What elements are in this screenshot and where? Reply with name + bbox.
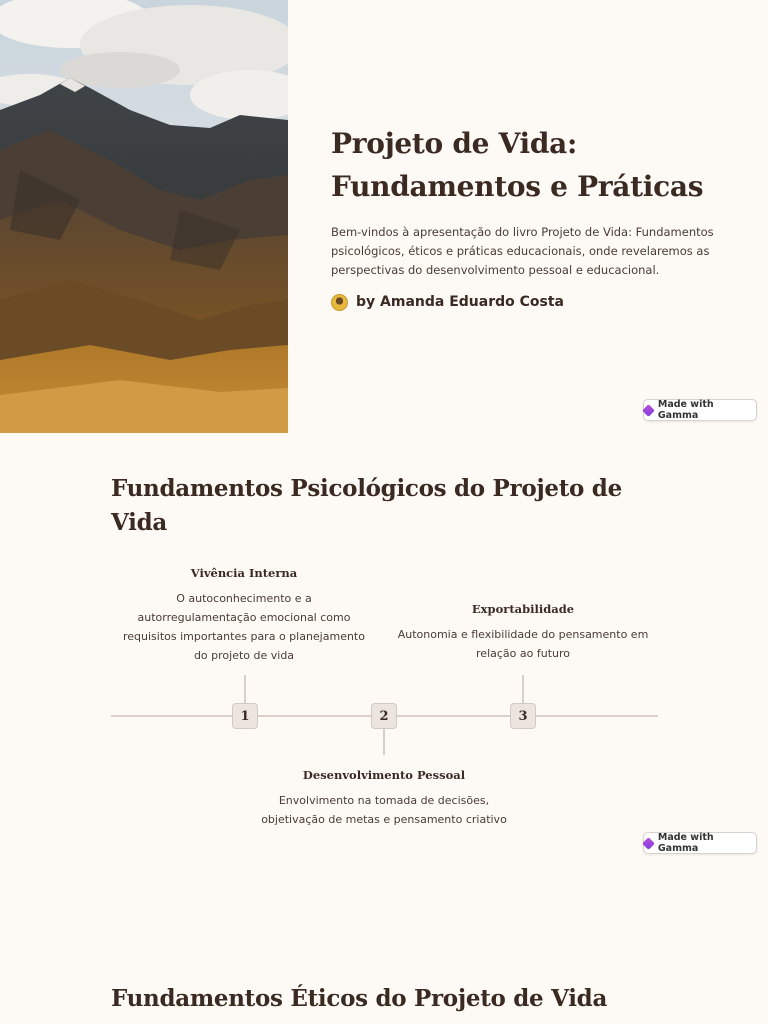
title-line-2: Fundamentos e Práticas (331, 170, 704, 203)
ethical-foundations-slide (0, 864, 768, 1024)
timeline-item-title: Desenvolvimento Pessoal (302, 768, 466, 782)
gamma-logo-icon (642, 837, 655, 850)
made-with-gamma-label: Made with Gamma (657, 399, 714, 421)
timeline-marker-1: 1 (232, 703, 258, 729)
title-line-1: Projeto de Vida: (331, 127, 578, 160)
psychological-foundations-slide (0, 434, 768, 864)
timeline-item-2 (258, 768, 510, 829)
timeline-marker-3: 3 (510, 703, 536, 729)
timeline-item-text: Autonomia e flexibilidade do pensamento em relação ao futuro (397, 628, 649, 660)
section-title: Fundamentos Psicológicos do Projeto de Vida (111, 475, 622, 536)
timeline-item-title: Exportabilidade (471, 602, 575, 616)
author-byline (331, 292, 564, 312)
avatar (331, 294, 348, 311)
title-slide (0, 0, 768, 434)
author-name: by Amanda Eduardo Costa (356, 294, 564, 310)
timeline-item-3 (396, 602, 650, 663)
section-title: Fundamentos Éticos do Projeto de Vida (111, 985, 608, 1012)
made-with-gamma-button[interactable] (643, 832, 757, 854)
intro-text: Bem-vindos à apresentação do livro Projeto de Vida: Fundamentos psicológicos, éticos e práticas educacionais, onde revelaremos as perspectivas do desenvolvimento pessoal e educacional. (331, 225, 714, 277)
timeline-item-title: Vivência Interna (190, 566, 298, 580)
timeline-item-text: O autoconhecimento e a autorregulamentação emocional como requisitos importantes para o planejamento do projeto de vida (123, 592, 365, 662)
page-title (331, 122, 741, 208)
made-with-gamma-label: Made with Gamma (657, 832, 714, 854)
hero-image (0, 0, 288, 433)
timeline-marker-2: 2 (371, 703, 397, 729)
made-with-gamma-button[interactable] (643, 399, 757, 421)
timeline-item-1 (120, 566, 368, 665)
timeline-item-text: Envolvimento na tomada de decisões, objetivação de metas e pensamento criativo (261, 794, 507, 826)
gamma-logo-icon (642, 404, 655, 417)
